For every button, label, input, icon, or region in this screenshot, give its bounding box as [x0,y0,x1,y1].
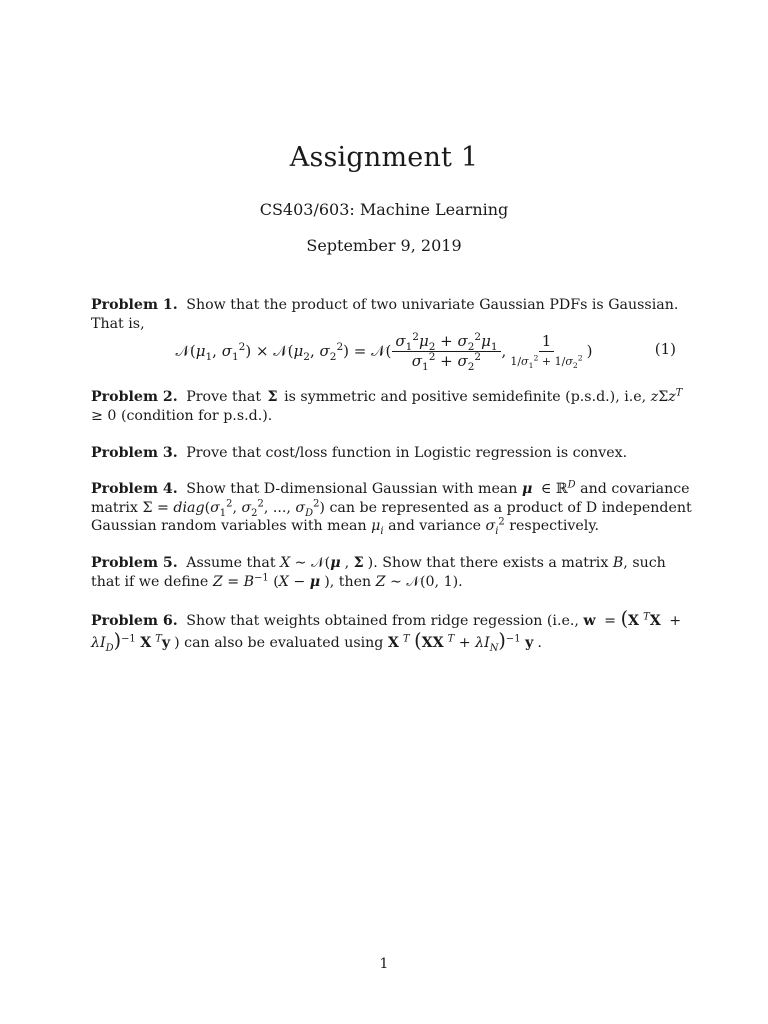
problem-5-text-c: such that if we define [91,555,666,590]
problem-3 [91,444,693,463]
equation-1 [0,328,768,374]
problem-5: Problem 5. Assume that X ∼ 𝒩(μ , Σ ). Show that there exists a matrix B, such that if we define $Z = B^{-1}$ (X − μ ), then Z ∼ 𝒩(0, 1). [91,555,666,590]
problem-3-text: Prove that cost/loss function in Logistic regression is convex. [186,445,628,461]
problem-1-label: Problem 1. [91,297,178,313]
problem-5-label: Problem 5. [91,555,178,571]
document-date: September 9, 2019 [306,236,462,255]
page-number: 1 [379,956,389,972]
problem-2-text-c: (condition for p.s.d.). [120,407,273,424]
equation-number: (1) [654,340,676,358]
problem-4-text-e: respectively. [509,518,599,534]
problem-6-text-a: Show that weights obtained from ridge regession (i.e., [186,613,579,629]
problem-1-text: Show that the product of two univariate Gaussian PDFs is Gaussian. That is, [91,297,679,332]
problem-2-text-b: is symmetric and positive semidefinite (p.s.d.), i.e, [284,389,647,405]
problem-4-label: Problem 4. [91,481,178,497]
problem-6: Problem 6. Show that weights obtained from ridge regession (i.e., w = (X $^TX + \lambda I_D)^{-1}$ X $^T$y ) can also be evaluated using X $^T$ (XX $^T + \lambda I_N)^{-1}$ y . [91,607,682,654]
problem-6-text-b: can also be evaluated using [184,635,384,651]
problem-2-text-a: Prove that [186,389,262,405]
problem-5-text-a: Assume that [186,555,276,571]
problem-4: Problem 4. Show that D-dimensional Gaussian with mean μ ∈ ℝ$^D$ and covariance matrix $\Sigma = diag(\sigma_1^2$, $\sigma_2^2$, ..., $\sigma_D^2$) can be represented as a product of D independent Gaussian random variables with mean $\mu_i$ and variance $\sigma_i^2$ respectively. [91,479,692,537]
problem-4-text-b: and covariance matrix [91,481,690,516]
problem-5-text-d: then [338,573,372,590]
problem-3-label: Problem 3. [91,445,178,461]
problem-2: Problem 2. Prove that Σ is symmetric and positive semidefinite (p.s.d.), i.e, zΣz$^T$ ≥ 0 (condition for p.s.d.). [91,387,683,424]
problem-2-label: Problem 2. [91,389,178,405]
problem-4-text-d: and variance [388,518,482,534]
problem-5-text-b: Show that there exists a matrix [382,555,609,571]
variance-fraction: $\frac{1}{1/\sigma_1^2 + 1/\sigma_2^2}$ [510,331,583,370]
equation-1-body: $𝒩(\mu_1$, $\sigma_1^2$) × $𝒩(\mu_2$, $\sigma_2^2$) = 𝒩( $\frac{\sigma_1^2\mu_2 + \sigma_2^2\mu_1}{\sigma_1^2 + \sigma_2^2}$ , $\frac{1}{1/\sigma_1^2 + 1/\sigma_2^2}$ ) [175,330,593,373]
course-name: CS403/603: Machine Learning [259,200,509,219]
problem-4-text-c: can be represented as a product of D independent Gaussian random variables with mean [91,499,692,534]
mean-fraction: $\frac{\sigma_1^2\mu_2 + \sigma_2^2\mu_1}{\sigma_1^2 + \sigma_2^2}$ [392,332,500,371]
document-title: Assignment 1 [289,142,479,173]
problem-6-label: Problem 6. [91,613,178,629]
problem-4-text-a: Show that D-dimensional Gaussian with mean [186,481,518,497]
